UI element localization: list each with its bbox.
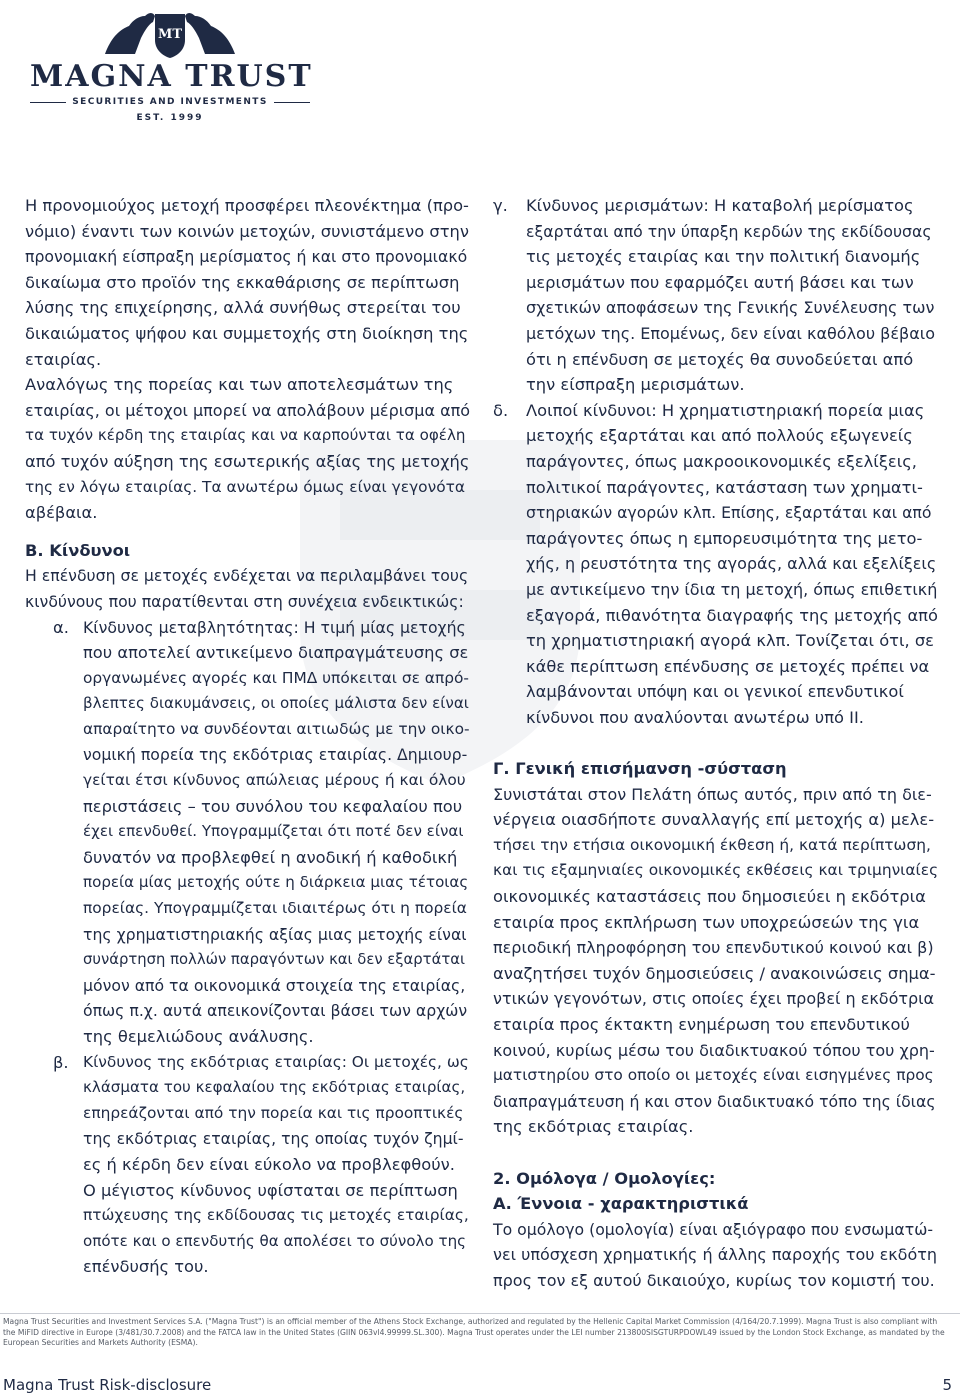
risk-item-issuer (53, 1050, 470, 1280)
text-line: τις μετοχές εταιρίας και την πολιτική διανομής (526, 247, 921, 267)
footer-disclaimer (3, 1317, 953, 1349)
logo-rule-left (30, 102, 66, 103)
text-line: Αναλόγως της πορείας και των αποτελεσμάτων της (25, 375, 454, 395)
text-line: τη χρηματιστηριακή αγορά κλπ. Τονίζεται ότι, σε (526, 631, 934, 651)
risk-item-volatility (53, 615, 470, 1050)
text-line: όπως π.χ. αυτά απεικονίζονται βάσει των αρχών (83, 1001, 468, 1021)
logo-established: EST. 1999 (136, 113, 204, 123)
footer-divider (0, 1313, 960, 1314)
section-b-intro (25, 563, 470, 614)
text-line: νομική πορεία της εκδότριας εταιρίας. Δημιουρ- (83, 745, 468, 765)
text-line: γείται έτσι κίνδυνος απώλειας μέρους ή και όλου (83, 771, 466, 790)
text-line: επένδυσής του. (83, 1257, 209, 1277)
text-line: της εκδότριας εταιρίας. (493, 1117, 694, 1137)
text-line: κλάσματα του κεφαλαίου της εκδότριας εταιρίας, (83, 1078, 466, 1097)
text-line: προς τον εξ αυτού δικαιούχο, κυρίως τον κομιστή του. (493, 1270, 935, 1290)
text-line: της εν λόγω εταιρίας. Τα ανωτέρω όμως είναι γεγονότα (25, 477, 466, 496)
text-line: μετόχων της. Επομένως, δεν είναι καθόλου βέβαιο (526, 323, 935, 343)
text-line: Κίνδυνος μεταβλητότητας: Η τιμή μίας μετοχής (83, 617, 466, 637)
text-line: εταιρία προς εκπλήρωση των υποχρεώσεών της για (493, 912, 920, 932)
text-line: την είσπραξη μερισμάτων. (526, 375, 745, 395)
text-line: παράγοντες όπως η εμπορευσιμότητα της μετο- (526, 528, 923, 548)
text-line: διαπραγμάτευση ή και στον διαδικτυακό τόπο της ίδιας (493, 1091, 936, 1111)
text-line: Η επένδυση σε μετοχές ενδέχεται να περιλαμβάνει τους (25, 566, 469, 586)
page-number: 5 (942, 1376, 952, 1394)
left-column (25, 193, 470, 1280)
text-line: νόμιο) έναντι των κοινών μετοχών, συνιστάμενο στην (25, 221, 469, 241)
disclaimer-line: the MiFID directive in Europe (3/481/30.7.2008) and the FATCA law in the United States (GIIN 063vl4.99999.SL.300). Magna Trust operates under the LEI number 213800SISGTURPDOWL49 issued by the London Stock Exchange, as mandated by the (3, 1327, 945, 1337)
logo-rule-right (274, 102, 310, 103)
item-label: δ. (493, 400, 509, 420)
item-label: β. (53, 1052, 69, 1072)
text-line: λύσης της επιχείρησης, αλλά συνήθως στερείται του (25, 298, 461, 318)
document-title: Magna Trust Risk-disclosure (3, 1376, 212, 1394)
text-line: Κίνδυνος της εκδότριας εταιρίας: Οι μετοχές, ως (83, 1052, 469, 1071)
text-line: στηριακών αγορών κλπ. Επίσης, εξαρτάται και από (526, 503, 932, 523)
text-line: Το ομόλογο (ομολογία) είναι αξιόγραφο που ενσωματώ- (493, 1219, 934, 1239)
disclaimer-line: Magna Trust Securities and Investment Services S.A. ("Magna Trust") is an official member of the Athens Stock Exchange, authorized and regulated by the Hellenic Capital Market Commission (4/164/20.7.1999). Magna Trust is also compliant with (3, 1317, 938, 1326)
section-2-heading: 2. Ομόλογα / Ομολογίες: (493, 1168, 716, 1188)
text-line: παράγοντες, όπως μακροοικονομικές εξελίξεις, (526, 451, 917, 471)
section-2a-heading: Α. Έννοια - χαρακτηριστικά (493, 1194, 749, 1214)
item-label: γ. (493, 196, 508, 215)
text-line: πολιτικοί παράγοντες, κατάσταση των χρηματι- (526, 477, 923, 497)
text-line: από τυχόν αύξηση της εσωτερικής αξίας της μετοχής (25, 451, 470, 471)
text-line: τα τυχόν κέρδη της εταιρίας και να καρπούνται τα οφέλη (25, 426, 466, 445)
section-b-heading: Β. Κίνδυνοι (25, 540, 131, 560)
section-g-paragraph (493, 782, 938, 1140)
text-line: εξαρτάται από την ύπαρξη κερδών της εκδίδουσας (526, 221, 932, 241)
lion-crest-icon (75, 4, 265, 58)
text-line: λαμβάνονται υπόψη και οι γενικοί επενδυτικοί (526, 682, 904, 702)
risk-item-dividends (493, 193, 938, 398)
disclaimer-line: European Securities and Markets Authority (ESMA). (3, 1338, 198, 1348)
item-label: α. (53, 617, 69, 637)
text-line: μερισμάτων που εφαρμόζει αυτή βάσει και των (526, 272, 914, 292)
text-line: νέργεια οιασδήποτε συναλλαγής επί μετοχής α) μελε- (493, 810, 935, 830)
text-line: Κίνδυνος μερισμάτων: Η καταβολή μερίσματος (526, 196, 914, 215)
text-line: αβέβαια. (25, 503, 98, 523)
text-line: ότι η επένδυση σε μετοχές θα συνοδεύεται από (526, 349, 914, 369)
right-column (493, 193, 938, 1294)
text-line: κίνδυνοι που αναλύονται ανωτέρω υπό ΙΙ. (526, 707, 864, 727)
text-line: σχετικών αποφάσεων της Γενικής Συνέλευσης των (526, 298, 935, 318)
text-line: νει υπόσχεση χρηματικής ή άλλης παροχής του εκδότη (493, 1245, 938, 1265)
text-line: πορείας. Υπογραμμίζεται ιδιαιτέρως ότι η πορεία (83, 899, 467, 918)
text-line: Ο μέγιστος κίνδυνος υφίσταται σε περίπτωση (83, 1180, 458, 1200)
text-line: προνομιακή είσπραξη μερίσματος ή και στο προνομιακό (25, 247, 468, 267)
logo-name: MAGNA TRUST (30, 59, 313, 94)
text-line: πορεία μίας μετοχής ούτε η διάρκεια μιας τέτοιας (83, 873, 469, 892)
company-logo (30, 4, 313, 123)
text-line: περιοδική πληροφόρηση του επενδυτικού κοινού και β) (493, 938, 934, 958)
text-line: με αντικείμενο την ίδια τη μετοχή, όπως επιθετική (526, 579, 938, 599)
text-line: κοινού, κυρίως μέσω του διαδικτυακού τόπου του χρη- (493, 1040, 935, 1060)
text-line: μετοχής εξαρτάται και από πολλούς εξωγενείς (526, 426, 913, 446)
text-line: ματιστηρίου στο οποίο οι μετοχές είναι εισηγμένες προς (493, 1066, 934, 1085)
section-2a-paragraph (493, 1217, 938, 1294)
text-line: της θεμελιώδους ανάλυσης. (83, 1027, 314, 1046)
text-line: δικαιώματος ψήφου και συμμετοχής στη διοίκηση της (25, 323, 469, 343)
text-line: κάθε περίπτωση επένδυσης σε μετοχές πρέπει να (526, 656, 930, 676)
text-line: συνάρτηση πολλών παραγόντων και δεν εξαρτάται (83, 951, 466, 969)
risk-item-other (493, 398, 938, 731)
text-line: αναζητήσει τυχόν δημοσιεύσεις / ανακοινώσεις σημα- (493, 963, 936, 983)
text-line: και τις εξαμηνιαίες οικονομικές εκθέσεις και τριμηνιαίες (493, 861, 939, 880)
text-line: δικαίωμα στο προϊόν της εκκαθάρισης σε περίπτωση (25, 272, 460, 292)
section-g-heading: Γ. Γενική επισήμανση -σύσταση (493, 759, 787, 779)
text-line: έχει επενδυθεί. Υπογραμμίζεται ότι ποτέ δεν είναι (83, 822, 464, 841)
text-line: περιστάσεις – του συνόλου του κεφαλαίου που (83, 796, 463, 816)
text-line: Συνιστάται στον Πελάτη όπως αυτός, πριν από τη διε- (493, 784, 932, 804)
text-line: της εκδότριας εταιρίας, της οποίας τυχόν ζημί- (83, 1129, 464, 1149)
text-line: της χρηματιστηριακής αξίας μιας μετοχής είναι (83, 924, 467, 944)
intro-paragraph (25, 193, 470, 526)
text-line: εταιρίας. (25, 349, 102, 369)
text-line: δυνατόν να προβλεφθεί η ανοδική ή καθοδική (83, 847, 458, 867)
text-line: που αποτελεί αντικείμενο διαπραγμάτευσης σε (83, 643, 469, 663)
text-line: επηρεάζονται από την πορεία και τις προοπτικές (83, 1103, 464, 1122)
text-line: οργανωμένες αγορές και ΠΜΔ υπόκειται σε απρό- (83, 668, 469, 687)
text-line: οικονομικές καταστάσεις που δημοσιεύει η εκδότρια (493, 887, 926, 907)
text-line: εταιρία προς έκτακτη ενημέρωση του επενδυτικού (493, 1015, 910, 1034)
text-line: πτώχευσης της εκδίδουσας τις μετοχές εταιρίας, (83, 1206, 469, 1225)
text-line: Η προνομιούχος μετοχή προσφέρει πλεονέκτημα (προ- (25, 196, 469, 215)
text-line: τήσει την ετήσια οικονομική έκθεση ή, κατά περίπτωση, (493, 835, 931, 854)
text-line: εξαγορά, πιθανότητα διαγραφής της μετοχής από (526, 605, 938, 625)
emblem-letters: MT (157, 27, 183, 42)
text-line: κινδύνους που παρατίθενται στη συνέχεια ενδεικτικώς: (25, 591, 464, 611)
text-line: βλεπτες διακυμάνσεις, οι οποίες μάλιστα δεν είναι (83, 694, 469, 713)
text-line: απαραίτητο να συνδέονται αιτιωδώς με την οικο- (83, 719, 470, 738)
text-line: χής, η ρευστότητα της αγοράς, αλλά και εξελίξεις (526, 554, 937, 574)
text-line: μόνον από τα οικονομικά στοιχεία της εταιρίας, (83, 975, 466, 995)
text-line: οπότε και ο επενδυτής θα απολέσει το σύνολο της (83, 1231, 467, 1250)
text-line: Λοιποί κίνδυνοι: Η χρηματιστηριακή πορεία μιας (526, 400, 925, 420)
text-line: εταιρίας, οι μέτοχοι μπορεί να απολάβουν μέρισμα από (25, 400, 471, 420)
logo-subtitle: SECURITIES AND INVESTMENTS (72, 97, 268, 107)
text-line: ντικών γεγονότων, στις οποίες έχει προβεί η εκδότρια (493, 989, 935, 1009)
text-line: ες ή κέρδη δεν είναι εύκολο να προβλεφθούν. (83, 1154, 455, 1174)
